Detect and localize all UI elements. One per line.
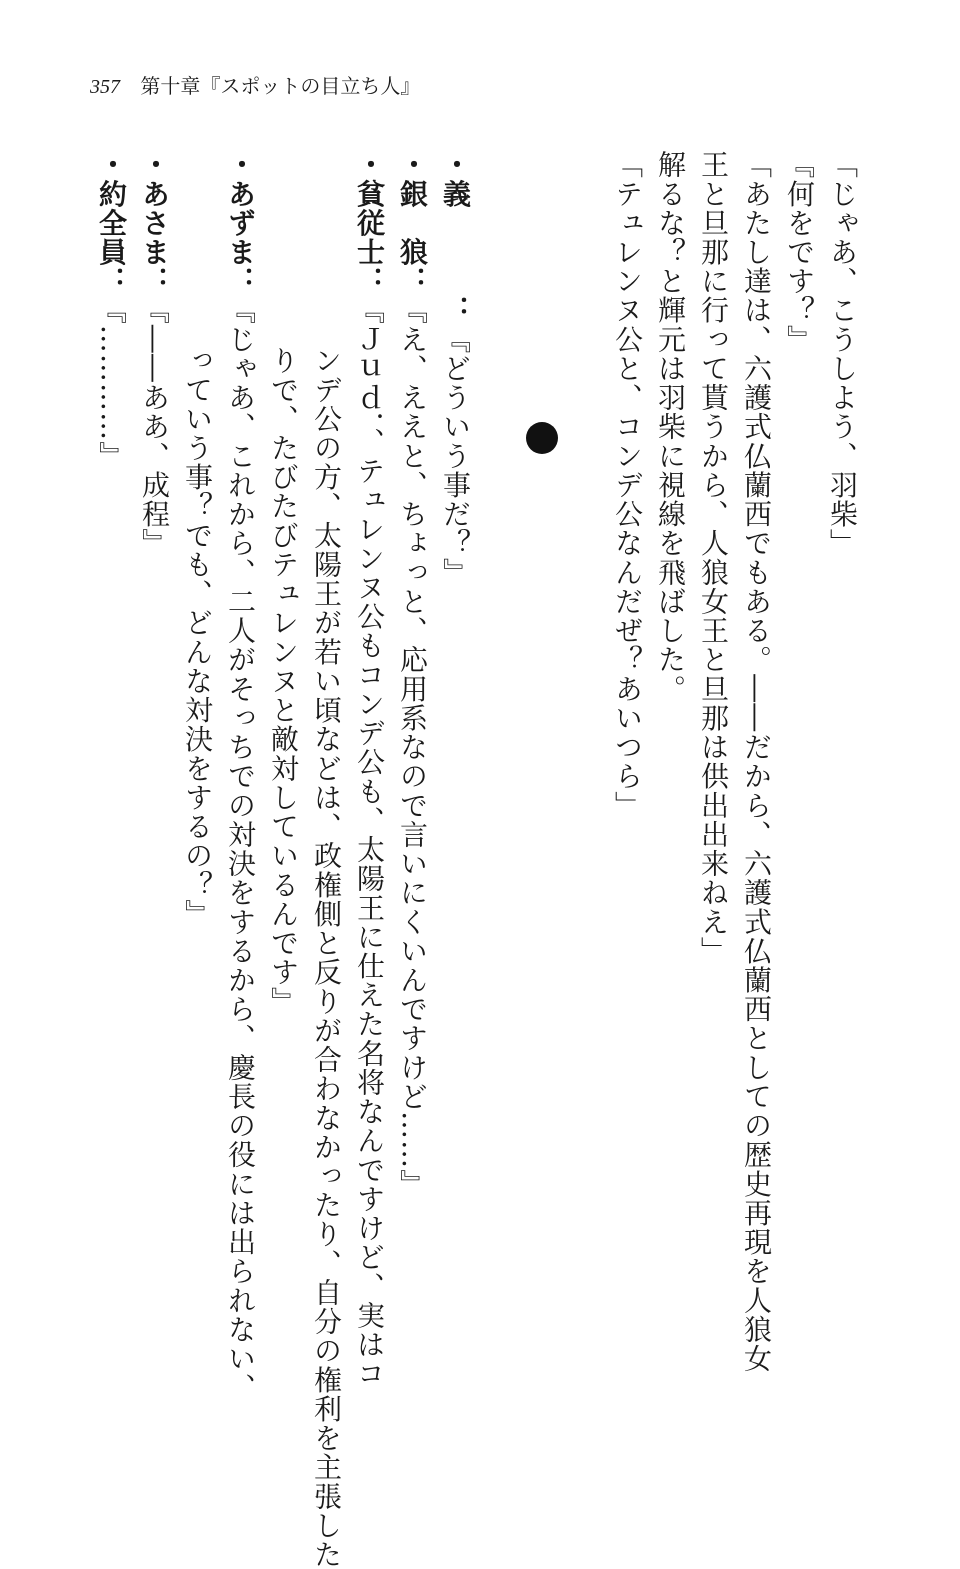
chat-entry	[434, 150, 477, 1350]
chat-entry	[90, 150, 133, 1350]
narration-line: 「テュレンヌ公と、コンデ公なんだぜ？あいつら」	[611, 150, 644, 820]
chat-continuation: ンデ公の方、太陽王が若い頃などは、政権側と反りが合わなかったり、自分の権利を主張した	[310, 346, 343, 1569]
chat-message: 『…………』	[95, 295, 128, 471]
narration-line: 解るな？と輝元は羽柴に視線を飛ばした。	[654, 150, 687, 704]
page-header	[90, 70, 420, 99]
chat-speaker: ・あさま：	[138, 150, 171, 296]
narration-line: 「じゃあ、こうしよう、羽柴」	[826, 150, 859, 558]
narration-line: 『何をです？』	[783, 150, 816, 354]
chat-entry	[348, 150, 391, 1389]
chat-message: 『Ｊｕｄ．、テュレンヌ公もコンデ公も、太陽王に仕えた名将なんですけど、実はコ	[353, 295, 386, 1389]
chat-message: 『――ああ、成程』	[138, 295, 171, 558]
narration-line: 王と旦那に行って貰うから、人狼女王と旦那は供出出来ねえ」	[697, 150, 730, 966]
chat-speaker: ・あずま：	[224, 150, 257, 296]
chat-continuation: りで、たびたびテュレンヌと敵対しているんです』	[267, 346, 300, 1016]
vertical-text-body	[80, 150, 864, 1569]
page-number: 357	[90, 76, 120, 98]
chat-message: 『じゃあ、これから、二人がそっちでの対決をするから、慶長の役には出られない、	[224, 295, 257, 1403]
chapter-title: 第十章『スポットの目立ち人』	[140, 74, 421, 98]
chat-speaker: ・義 ：	[439, 150, 472, 325]
chat-entry	[133, 150, 176, 1350]
narration-line: 「あたし達は、六護式仏蘭西でもある。――だから、六護式仏蘭西としての歴史再現を人狼女	[740, 150, 773, 1374]
chat-speaker: ・貧従士：	[353, 150, 386, 296]
scene-separator	[477, 150, 606, 1350]
chat-message: 『どういう事だ？』	[439, 324, 472, 587]
chat-speaker: ・約全員：	[95, 150, 128, 296]
chat-entry	[391, 150, 434, 1350]
chat-continuation: っていう事？でも、どんな対決をするの？』	[181, 346, 214, 929]
chat-speaker: ・銀 狼：	[396, 150, 429, 296]
black-circle-icon	[526, 422, 558, 454]
chat-entry	[219, 150, 262, 1403]
chat-message: 『え、ええと、ちょっと、応用系なので言いにくいんですけど……』	[396, 295, 429, 1199]
